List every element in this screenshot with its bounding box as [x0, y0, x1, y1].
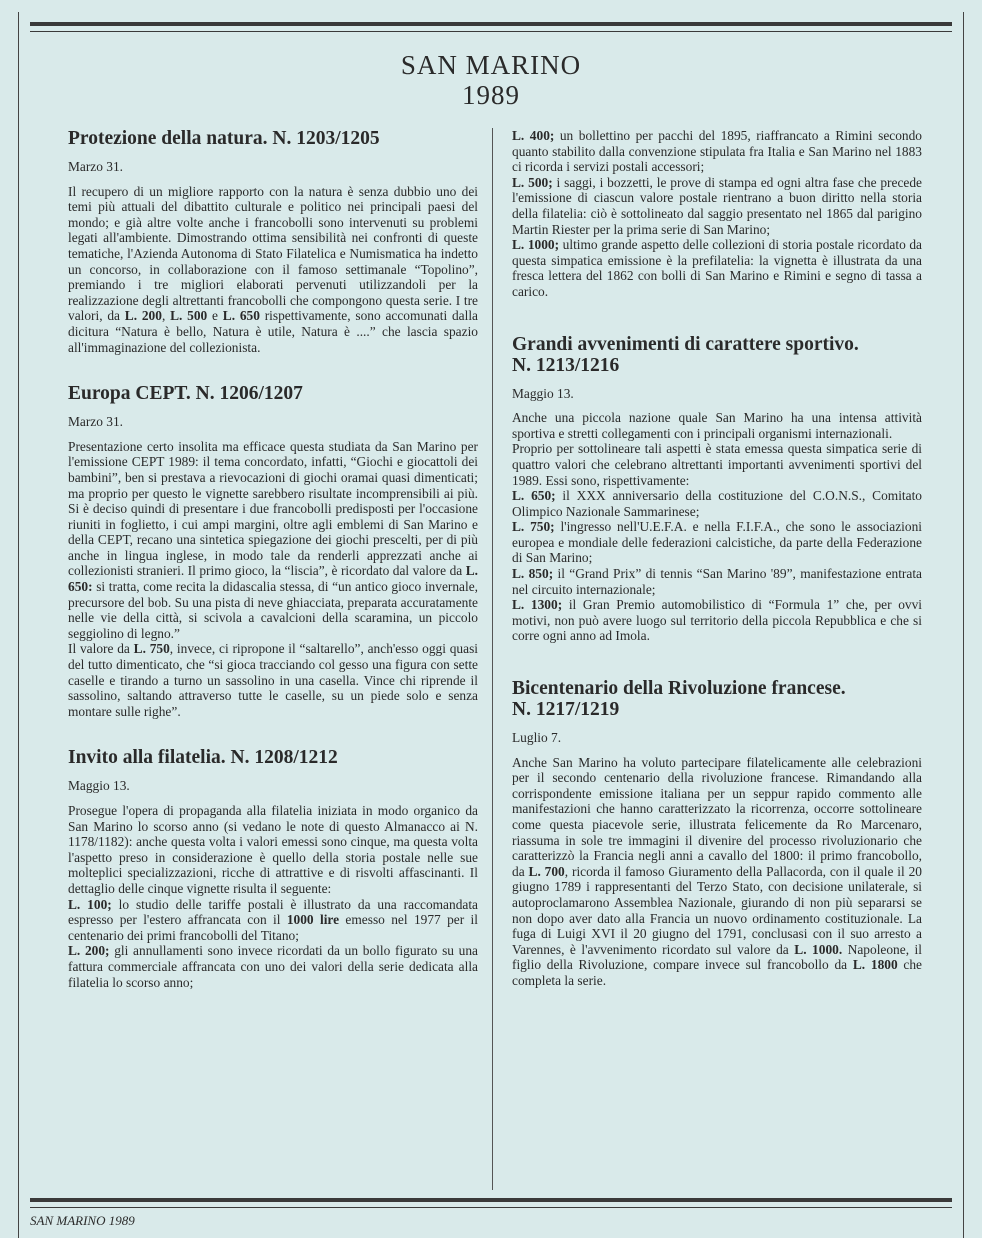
- left-column: [68, 128, 478, 1018]
- section-paragraph: Il recupero di un migliore rapporto con la natura è senza dubbio uno dei temi più attuali del dibattito culturale e politico nei principali paesi del mondo; e già altre volte anche i francobolli sono intervenuti su problemi legati all'ambiente. Dimostrando ottima sensibilità nei confronti di queste tematiche, l'Azienda Autonoma di Stato Filatelica e Numismatica ha indetto un concorso, in collaborazione con il famoso settimanale “Topolino”, premiando i tre migliori elaborati pervenuti utilizzandoli per la realizzazione degli altrettanti francobolli che compongono questa serie. I tre valori, da L. 200, L. 500 e L. 650 rispettivamente, sono accomunati dalla dicitura “Natura è bello, Natura è utile, Natura è ....” che lascia spazio all'immaginazione del collezionista.: [68, 183, 478, 355]
- section-paragraph: Presentazione certo insolita ma efficace questa studiata da San Marino per l'emissione CEPT 1989: il tema concordato, infatti, “Giochi e giocattoli dei bambini”, ben si prestava a rievocazioni di giochi oramai quasi dimenticati; ma proprio per questo le vignette sarebbero risultate incomprensibili ai più. Si è deciso quindi di presentare i due francobolli predisposti per l'occasione riuniti in foglietto, i cui ampi margini, oltre agli emblemi di San Marino e della CEPT, recano una sintetica spiegazione dei giochi prescelti, per di più anche in lingua inglese, in modo tale da renderli apprezzati anche ai collezionisti stranieri. Il primo gioco, la “liscia”, è ricordato dal valore da L. 650: si tratta, come recita la didascalia stessa, di “un antico gioco invernale, precursore del bob. Su una pista di neve ghiacciata, preparata accuratamente nelle vie della città, si scivola a cavalcioni della scaramina, un piccolo seggiolino di legno.”: [68, 438, 478, 641]
- section-date: Maggio 13.: [68, 778, 130, 794]
- section-paragraph: Prosegue l'opera di propaganda alla filatelia iniziata in modo organico da San Marino lo scorso anno (si vedano le note di questo Almanacco ai N. 1178/1182): anche questa volta i valori emessi sono cinque, ma questa volta l'aspetto preso in considerazione è quello della storia postale nelle sue molteplici specializzazioni, ricche di attrattive e di risvolti affascinanti. Il dettaglio delle cinque vignette risulta il seguente:: [68, 803, 478, 896]
- top-rule: [30, 22, 952, 26]
- right-column: [512, 128, 922, 1017]
- list-item: L. 1000; ultimo grande aspetto delle collezioni di storia postale ricordato da questa simpatica emissione è la prefilatelia: la vignetta è illustrata da una fresca lettera del 1862 con bolli di San Marino e Rimini e segno di tassa a carico.: [512, 237, 922, 299]
- list-item: L. 500; i saggi, i bozzetti, le prove di stampa ed ogni altra fase che precede l'emissione di ciascun valore postale rientrano a buon diritto nella storia della filatelia: ciò è sottolineato dal saggio presentato nel 1865 dal parigino Martin Riester per la prima serie di San Marino;: [512, 174, 922, 237]
- section-title: Grandi avvenimenti di carattere sportivo. N. 1213/1216: [512, 333, 859, 376]
- section-paragraph: Proprio per sottolineare tali aspetti è stata emessa questa simpatica serie di quattro valori che celebrano altrettanti importanti avvenimenti sportivi del 1989. Essi sono, rispettivamente:: [512, 441, 922, 488]
- list-item: L. 650; il XXX anniversario della costituzione del C.O.N.S., Comitato Olimpico Nazionale Sammarinese;: [512, 488, 922, 519]
- section-protezione-natura: [68, 128, 478, 355]
- section-date: Luglio 7.: [512, 730, 562, 746]
- section-date: Marzo 31.: [68, 159, 124, 174]
- list-item: L. 200; gli annullamenti sono invece ricordati da un bollo figurato su una fattura commerciale affrancata con uno dei valori della serie dedicata alla filatelia lo scorso anno;: [68, 943, 479, 990]
- section-date: Maggio 13.: [512, 385, 574, 401]
- list-item: L. 850; il “Grand Prix” di tennis “San Marino '89”, manifestazione entrata nel circuito internazionale;: [512, 566, 922, 597]
- list-item: L. 750; l'ingresso nell'U.E.F.A. e nella F.I.F.A., che sono le associazioni europea e mondiale delle federazioni calcistiche, da parte della Federazione di San Marino;: [512, 519, 922, 566]
- section-paragraph: Anche una piccola nazione quale San Marino ha una intensa attività sportiva e stretti collegamenti con i principali organismi internazionali.: [512, 410, 922, 441]
- section-title: Protezione della natura. N. 1203/1205: [68, 128, 380, 149]
- section-avvenimenti-sportivi: [512, 334, 922, 645]
- section-europa-cept: [68, 383, 478, 719]
- footer-running-title: SAN MARINO 1989: [30, 1213, 135, 1228]
- section-paragraph: Anche San Marino ha voluto partecipare filatelicamente alle celebrazioni per il secondo centenario della rivoluzione francese. Rimandando alla corrispondente emissione italiana per un seppur rapido commento alle manifestazioni che hanno caratterizzato la ricorrenza, occorre sottolineare come questa piacevole serie, illustrata felicemente da Ro Marcenaro, riassuma in sole tre immagini il divenire del processo rivoluzionario che caratterizzò la Francia negli anni a cavallo del 1800: il primo francobollo, da L. 700, ricorda il famoso Giuramento della Pallacorda, con il quale il 20 giugno 1789 i rappresentanti del Terzo Stato, con decisione unilaterale, si autoproclamarono Assemblea Nazionale, giurando di non più separarsi se non dopo aver dato alla Francia un nuovo ordinamento costituzionale. La fuga di Luigi XVI il 20 giugno del 1791, conclusasi con il suo arresto a Varennes, è l'avvenimento ricordato sul valore da L. 1000. Napoleone, il figlio della Rivoluzione, compare invece sul francobollo da L. 1800 che completa la serie.: [512, 754, 922, 988]
- list-item: L. 400; un bollettino per pacchi del 1895, riaffrancato a Rimini secondo quanto stabilito dalla convenzione stipulata fra Italia e San Marino nel 1883 ci ricorda i servizi postali accessori;: [512, 128, 922, 175]
- section-invito-filatelia: [68, 747, 478, 990]
- page-title-year: 1989: [462, 80, 520, 110]
- section-title: Europa CEPT. N. 1206/1207: [68, 383, 303, 405]
- bottom-rule-thin: [30, 1207, 952, 1208]
- section-invito-filatelia-cont: [512, 128, 922, 300]
- section-title: Bicentenario della Rivoluzione francese. N. 1217/1219: [512, 678, 846, 721]
- section-rivoluzione-francese: [512, 678, 922, 989]
- section-paragraph: Il valore da L. 750, invece, ci ripropone il “saltarello”, anch'esso oggi quasi del tutto dimenticato, che “si gioca tracciando col gesso una figura con sette caselle e tirando a turno un sassolino in una casella. Vince chi riprende il sassolino, saltando attraverso tutte le caselle, su un piede solo e senza montare sulle righe”.: [68, 641, 479, 719]
- section-title: Invito alla filatelia. N. 1208/1212: [68, 747, 338, 769]
- page-title-country: SAN MARINO: [400, 50, 582, 80]
- bottom-rule: [30, 1198, 952, 1202]
- column-divider: [492, 128, 493, 1190]
- top-rule-thin: [30, 31, 952, 32]
- section-date: Marzo 31.: [68, 414, 124, 430]
- list-item: L. 100; lo studio delle tariffe postali è illustrato da una raccomandata espresso per l'estero affrancata con il 1000 lire emesso nel 1977 per il centenario dei primi francobolli del Titano;: [68, 896, 479, 943]
- list-item: L. 1300; il Gran Premio automobilistico di “Formula 1” che, per ovvi motivi, non può avere luogo sul territorio della piccola Repubblica e che si corre ogni anno ad Imola.: [512, 597, 922, 644]
